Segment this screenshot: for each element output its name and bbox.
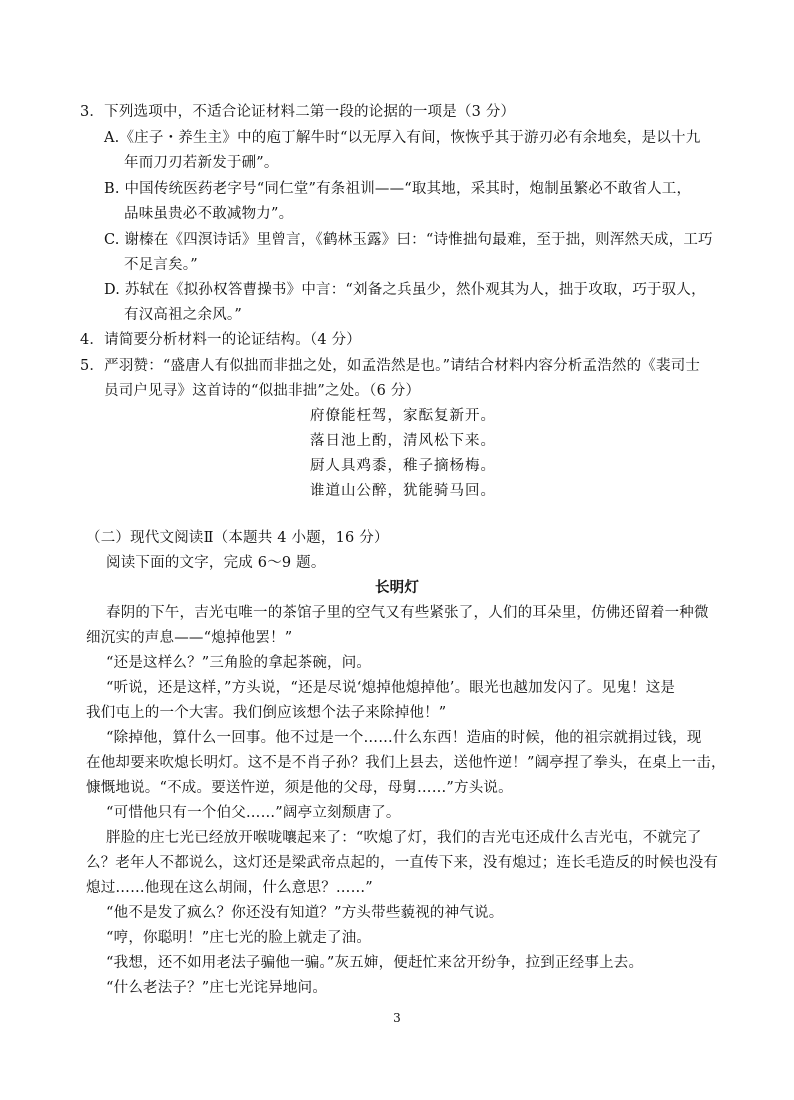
question-3-stem: 3．下列选项中，不适合论证材料二第一段的论据的一项是（3 分）	[80, 104, 516, 120]
story-line: “可惜他只有一个伯父……”阔亭立刻颓唐了。	[106, 805, 401, 821]
poem-line: 厨人具鸡黍，稚子摘杨梅。	[310, 458, 496, 474]
poem-line: 府僚能枉驾，家酝复新开。	[310, 408, 496, 424]
question-5-line-2: 员司户见寻》这首诗的“似拙非拙”之处。（6 分）	[104, 383, 421, 399]
story-line: 么？老年人不都说么，这灯还是梁武帝点起的，一直传下来，没有熄过；连长毛造反的时候也没有	[86, 855, 719, 871]
story-title: 长明灯	[374, 580, 420, 596]
story-line: 熄过……他现在这么胡闹，什么意思？……”	[86, 880, 373, 896]
question-5-line-1: 5．严羽赞：“盛唐人有似拙而非拙之处，如孟浩然是也。”请结合材料内容分析孟浩然的《裴司士	[80, 358, 701, 374]
story-line: 胖脸的庄七光已经放开喉咙嚷起来了：“吹熄了灯，我们的吉光屯还成什么吉光屯，不就完了	[106, 830, 702, 846]
option-b-line-2: 品味虽贵必不敢减物力”。	[124, 206, 294, 222]
story-line: 在他却要来吹熄长明灯。这不是不肖子孙？我们上县去，送他忤逆！”阔亭捏了拳头，在桌上一击，	[86, 755, 726, 771]
story-line: “他不是发了疯么？你还没有知道？”方头带些藐视的神气说。	[106, 905, 504, 921]
option-a-line-1: A.《庄子・养生主》中的庖丁解牛时“以无厚入有间，恢恢乎其于游刃必有余地矣，是以十九	[104, 130, 701, 146]
page-number: 3	[393, 1011, 401, 1025]
story-line: “我想，还不如用老法子骗他一骗。”灰五婶，便赶忙来岔开纷争，拉到正经事上去。	[106, 955, 644, 971]
story-line: “哼，你聪明！”庄七光的脸上就走了油。	[106, 930, 372, 946]
section-instruction: 阅读下面的文字，完成 6～9 题。	[106, 555, 326, 571]
option-d-line-2: 有汉高祖之余风。”	[124, 307, 242, 323]
poem-line: 落日池上酌，清风松下来。	[310, 433, 496, 449]
story-line: 慷慨地说。“不成。要送忤逆，须是他的父母，母舅……”方头说。	[86, 780, 513, 796]
option-c-line-1: C. 谢榛在《四溟诗话》里曾言，《鹤林玉露》曰：“诗惟拙句最难，至于拙，则浑然天成，工巧	[104, 232, 713, 248]
story-line: 细沉实的声息——“熄掉他罢！”	[86, 630, 293, 646]
option-d-line-1: D. 苏轼在《拟孙权答曹操书》中言：“刘备之兵虽少，然仆观其为人，拙于攻取，巧于驭人，	[104, 282, 706, 298]
story-line: 我们屯上的一个大害。我们倒应该想个法子来除掉他！”	[86, 705, 447, 721]
section-heading: （二）现代文阅读Ⅱ（本题共 4 小题，16 分）	[86, 530, 389, 546]
story-line: “听说，还是这样，”方头说，“还是尽说‘熄掉他熄掉他’。眼光也越加发闪了。见鬼！这是	[106, 680, 676, 696]
poem-line: 谁道山公醉，犹能骑马回。	[310, 483, 496, 499]
option-c-line-2: 不足言矣。”	[124, 257, 198, 273]
question-4: 4．请简要分析材料一的论证结构。（4 分）	[80, 332, 362, 348]
story-line: “还是这样么？”三角脸的拿起茶碗，问。	[106, 655, 372, 671]
option-a-line-2: 年而刀刃若新发于硎”。	[124, 155, 279, 171]
story-line: “什么老法子？”庄七光诧异地问。	[106, 980, 328, 996]
story-line: “除掉他，算什么一回事。他不过是一个……什么东西！造庙的时候，他的祖宗就捐过钱，现	[106, 730, 702, 746]
story-line: 春阴的下午，吉光屯唯一的茶馆子里的空气又有些紧张了，人们的耳朵里，仿佛还留着一种微	[106, 605, 709, 621]
option-b-line-1: B. 中国传统医药老字号“同仁堂”有条祖训——“取其地，采其时，炮制虽繁必不敢省人工，	[104, 181, 692, 197]
